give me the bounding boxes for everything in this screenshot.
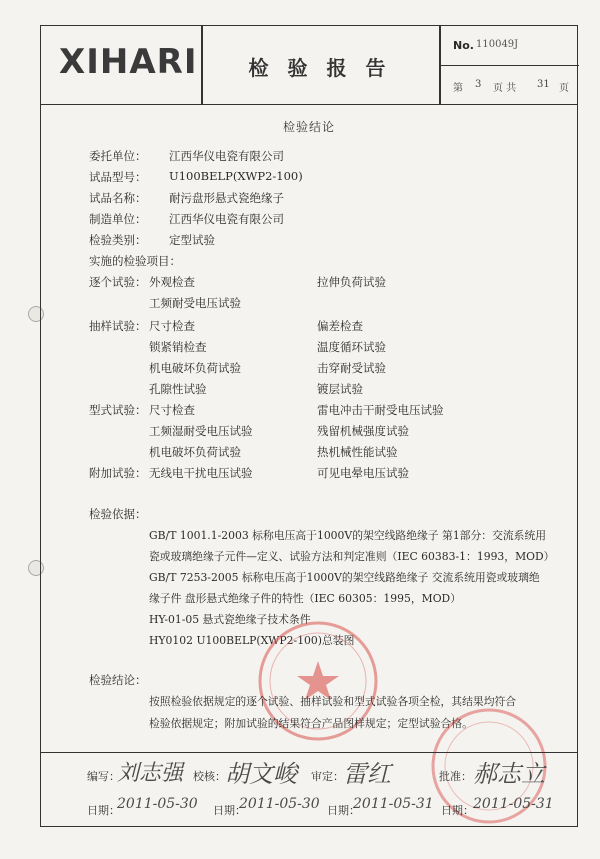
compiled-label: 编写：: [87, 770, 120, 783]
conclusion-line: 按照检验依据规定的逐个试验、抽样试验和型式试验各项全检，其结果均符合: [149, 695, 517, 708]
report-sheet: [40, 25, 578, 827]
compiled-date: 2011-05-30: [117, 796, 198, 812]
test-item: 雷电冲击干耐受电压试验: [317, 403, 444, 417]
date-label: 日期：: [327, 804, 360, 817]
basis-line: HY0102 U100BELP(XWP2-100)总装图: [149, 634, 355, 647]
group-label: 附加试验：: [89, 466, 147, 480]
checked-signature: 胡文峻: [225, 760, 297, 788]
test-item: 孔隙性试验: [149, 382, 207, 396]
basis-line: HY-01-05 悬式瓷绝缘子技术条件: [149, 613, 311, 626]
signature-divider: [41, 752, 577, 753]
test-item: 偏差检查: [317, 319, 363, 333]
items-heading: 实施的检验项目：: [89, 254, 181, 268]
checked-date: 2011-05-30: [239, 796, 320, 812]
reviewed-date: 2011-05-31: [353, 796, 434, 812]
field-value: U100BELP(XWP2-100): [169, 169, 303, 183]
page-suffix: 页: [559, 83, 569, 94]
test-item: 热机械性能试验: [317, 445, 398, 459]
approved-label: 批准：: [439, 770, 472, 783]
field-label: 试品名称：: [89, 191, 147, 205]
approved-signature: 郝志立: [473, 760, 545, 788]
compiled-signature: 刘志强: [117, 761, 184, 786]
group-label: 型式试验：: [89, 403, 147, 417]
test-item: 机电破坏负荷试验: [149, 361, 241, 375]
basis-line: 瓷或玻璃绝缘子元件—定义、试验方法和判定准则（IEC 60383-1：1993，MOD）: [149, 550, 555, 563]
date-label: 日期：: [441, 804, 474, 817]
report-number-cell: [439, 26, 579, 66]
test-item: 拉伸负荷试验: [317, 275, 386, 289]
field-label: 委托单位：: [89, 149, 147, 163]
checked-label: 校核：: [193, 770, 226, 783]
field-label: 试品型号：: [89, 170, 147, 184]
report-number-value: 110049J: [476, 39, 519, 50]
field-label: 检验类别：: [89, 233, 147, 247]
test-item: 尺寸检查: [149, 319, 195, 333]
basis-line: GB/T 7253-2005 标称电压高于1000V的架空线路绝缘子 交流系统用瓷或玻璃绝: [149, 571, 540, 584]
report-header: [41, 26, 577, 105]
field-label: 制造单位：: [89, 212, 147, 226]
date-label: 日期：: [213, 804, 246, 817]
page-prefix: 第: [453, 83, 463, 94]
field-value: 定型试验: [169, 233, 215, 247]
test-item: 无线电干扰电压试验: [149, 466, 253, 480]
test-item: 工频湿耐受电压试验: [149, 424, 253, 438]
approved-date: 2011-05-31: [473, 796, 554, 812]
conclusion-line: 检验依据规定；附加试验的结果符合产品图样规定；定型试验合格。: [149, 717, 473, 730]
field-value: 江西华仪电瓷有限公司: [169, 149, 284, 163]
page-total: 31: [537, 79, 550, 90]
group-label: 逐个试验：: [89, 275, 147, 289]
report-title: 检 验 报 告: [248, 56, 392, 80]
group-label: 抽样试验：: [89, 319, 147, 333]
page-mid: 页 共: [493, 83, 517, 94]
test-item: 温度循环试验: [317, 340, 386, 354]
basis-line: 缘子件 盘形悬式绝缘子件的特性（IEC 60305：1995，MOD）: [149, 592, 462, 605]
reviewed-signature: 雷红: [343, 760, 391, 788]
field-value: 江西华仪电瓷有限公司: [169, 212, 284, 226]
basis-line: GB/T 1001.1-2003 标称电压高于1000V的架空线路绝缘子 第1部分：交流系统用: [149, 529, 547, 542]
basis-heading: 检验依据：: [89, 507, 147, 521]
date-label: 日期：: [87, 804, 120, 817]
reviewed-label: 审定：: [311, 770, 344, 783]
section-title: 检验结论: [282, 120, 335, 134]
test-item: 机电破坏负荷试验: [149, 445, 241, 459]
test-item: 外观检查: [149, 275, 195, 289]
test-item: 工频耐受电压试验: [149, 296, 241, 310]
conclusion-heading: 检验结论：: [89, 673, 147, 687]
page-number-cell: [439, 66, 579, 104]
test-item: 击穿耐受试验: [317, 361, 386, 375]
company-logo: XIHARI: [59, 42, 198, 82]
page-current: 3: [475, 79, 482, 90]
test-item: 镀层试验: [317, 382, 363, 396]
report-number-label: No.: [453, 39, 474, 52]
test-item: 残留机械强度试验: [317, 424, 409, 438]
test-item: 锁紧销检查: [149, 340, 207, 354]
field-value: 耐污盘形悬式瓷绝缘子: [169, 191, 284, 205]
test-item: 可见电晕电压试验: [317, 466, 409, 480]
test-item: 尺寸检查: [149, 403, 195, 417]
